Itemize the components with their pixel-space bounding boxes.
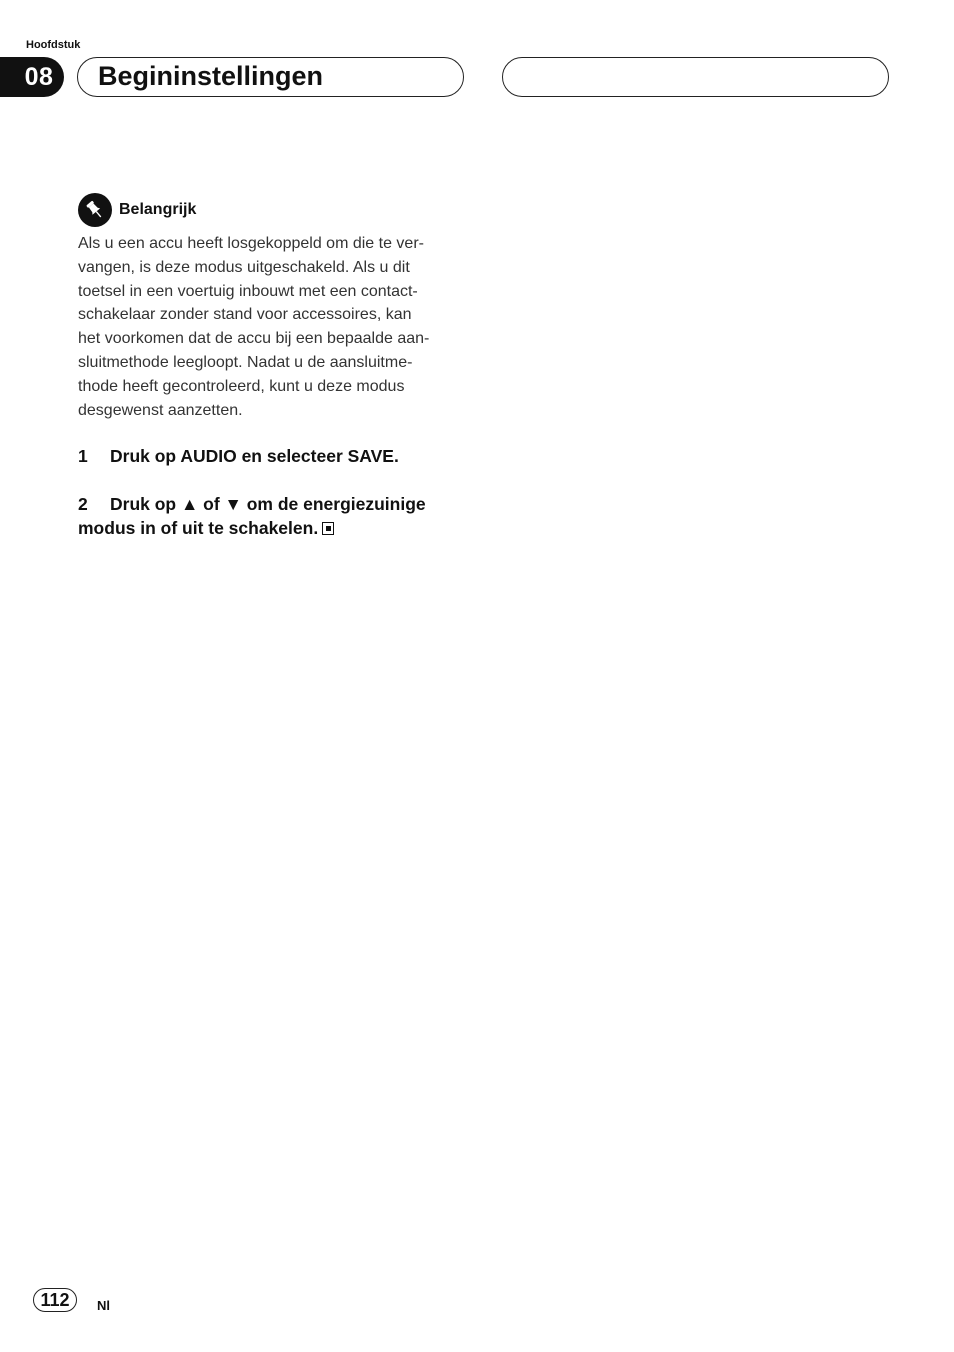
important-label: Belangrijk — [119, 201, 197, 218]
text-line: thode heeft gecontroleerd, kunt u deze modus — [78, 377, 405, 395]
end-of-section-icon — [322, 522, 334, 535]
pushpin-icon — [78, 193, 112, 227]
language-code: Nl — [97, 1298, 110, 1313]
important-note-text — [78, 232, 468, 422]
text-line: schakelaar zonder stand voor accessoires, kan — [78, 306, 412, 324]
text-line: Als u een accu heeft losgekoppeld om die te ver- — [78, 235, 424, 252]
chapter-title-frame — [77, 57, 464, 97]
step-text-continued: modus in of uit te schakelen. — [78, 518, 319, 538]
text-line: toetsel in een voertuig inbouwt met een contact- — [78, 282, 418, 300]
chapter-title: Begininstellingen — [98, 61, 324, 91]
text-line: vangen, is deze modus uitgeschakeld. Als u dit — [78, 258, 410, 276]
step-2 — [78, 492, 426, 540]
step-number: 2 — [78, 494, 88, 514]
step-1 — [78, 444, 399, 468]
text-line: sluitmethode leegloopt. Nadat u de aansluitme- — [78, 353, 413, 371]
text-line: het voorkomen dat de accu bij een bepaalde aan- — [78, 330, 430, 348]
text-line: desgewenst aanzetten. — [78, 401, 243, 419]
chapter-label: Hoofdstuk — [26, 39, 81, 51]
page-number: 112 — [33, 1288, 77, 1312]
step-number: 1 — [78, 446, 88, 466]
step-text: Druk op AUDIO en selecteer SAVE. — [110, 446, 399, 466]
step-text: Druk op ▲ of ▼ om de energiezuinige — [110, 494, 426, 514]
important-note-heading — [78, 193, 196, 227]
right-header-frame — [502, 57, 889, 97]
chapter-number-badge: 08 — [0, 57, 64, 97]
